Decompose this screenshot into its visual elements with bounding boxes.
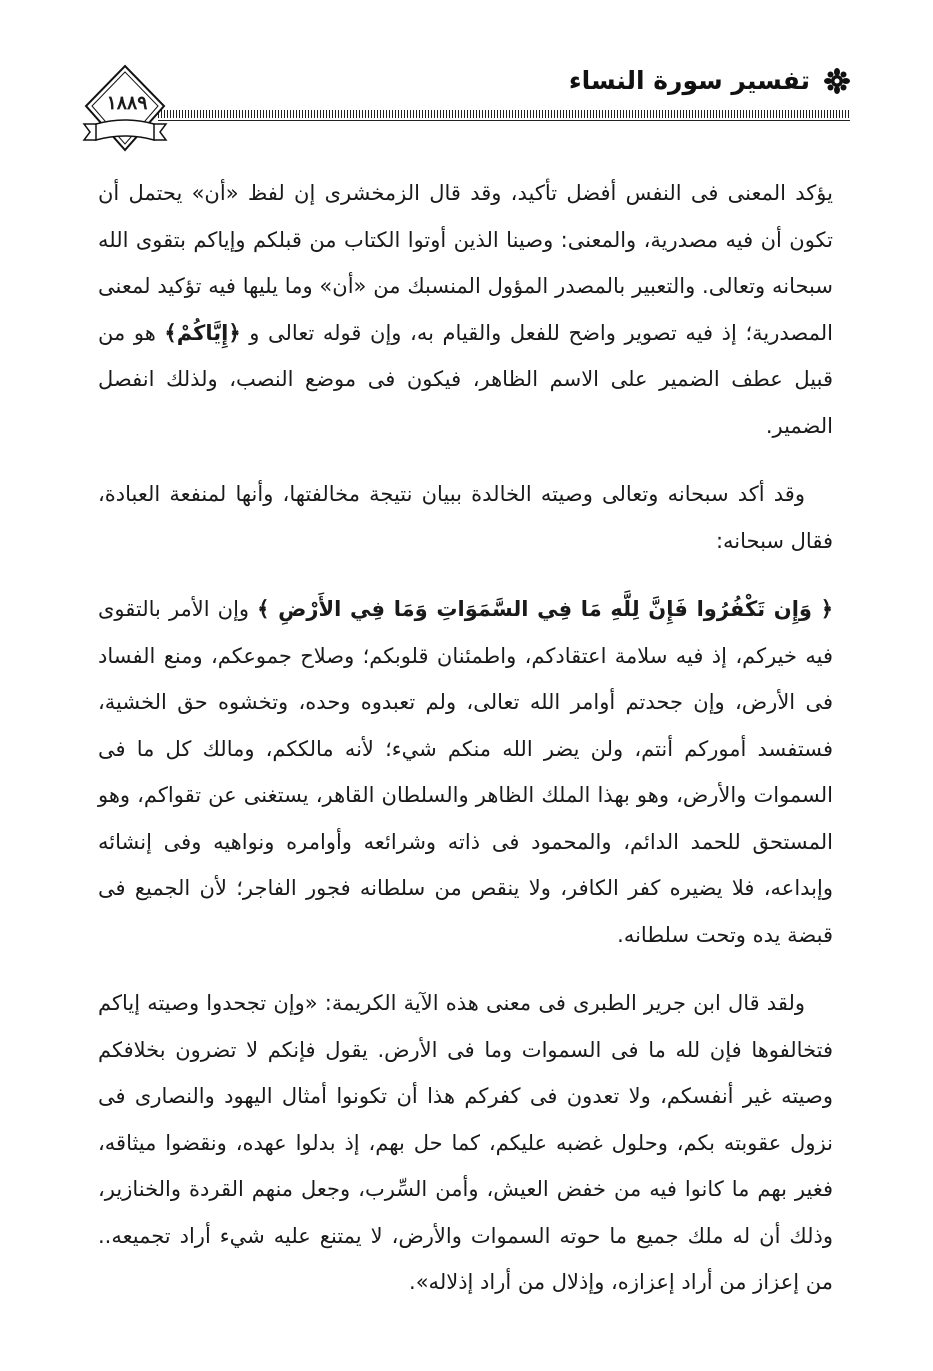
text-run: ولقد قال ابن جرير الطبرى فى معنى هذه الآية الكريمة: «وإن تجحدوا وصيته إياكم فتخالفوها فإن لله ما فى السموات وما فى الأرض. يقول فإنكم لا تضرون بخلافكم وصيته غير أنفسكم، ولا تعدون فى كفركم هذا أن تكونوا أمثال اليهود والنصارى فى نزول عقوبته بكم، وحلول غضبه عليكم، كما حل بهم، إذ بدلوا عهده، ونقضوا ميثاقه، فغير بهم ما كانوا فيه من خفض العيش، وأمن السِّرب، وجعل منهم القردة والخنازير، وذلك أن له ملك جميع ما حوته السموات والأرض، لا يمتنع عليه شيء أراد تجميعه.. من إعزاز من أراد إعزازه، وإذلال من أراد إذلاله». (98, 991, 833, 1294)
running-head (569, 66, 850, 95)
header-rule-line (158, 120, 850, 121)
page-title: تفسير سورة النساء (568, 66, 810, 95)
body-text (98, 170, 833, 1306)
quran-verse: ﴿ وَإِن تَكْفُرُوا فَإِنَّ لِلَّهِ مَا فِي السَّمَوَاتِ وَمَا فِي الأَرْضِ ﴾ (257, 597, 833, 621)
quran-verse: ﴿إِيَّاكُمْ﴾ (164, 320, 241, 345)
page-header (80, 58, 850, 158)
paragraph (98, 586, 833, 958)
paragraph (98, 471, 833, 564)
paragraph (98, 980, 833, 1306)
paragraph (98, 170, 833, 449)
text-run: هو من قبيل عطف الضمير على الاسم الظاهر، فيكون فى موضع النصب، ولذلك انفصل الضمير. (98, 320, 833, 438)
text-run: وإن الأمر بالتقوى فيه خيركم، إذ فيه سلامة اعتقادكم، واطمئنان قلوبكم؛ وصلاح جموعكم، ومنع الفساد فى الأرض، وإن جحدتم أوامر الله تعالى، ولم تعبدوه وحده، وتخشوه حق الخشية، فستفسد أموركم أنتم، ولن يضر الله منكم شيء؛ لأنه مالككم، ومالك كل ما فى السموات والأرض، وهو بهذا الملك الظاهر والسلطان القاهر، يستغنى عن تقواكم، وهو المستحق للحمد الدائم، والمحمود فى ذاته وشرائعه وأوامره ونواهيه وفى إنشائه وإبداعه، فلا يضيره كفر الكافر، ولا ينقص من سلطانه فجور الفاجر؛ لأن الجميع فى قبضة يده وتحت سلطانه. (98, 597, 833, 947)
text-run: يؤكد المعنى فى النفس أفضل تأكيد، وقد قال الزمخشرى إن لفظ «أن» يحتمل أن تكون أن فيه مصدرية، والمعنى: وصينا الذين أوتوا الكتاب من قبلكم وإياكم بتقوى الله سبحانه وتعالى. والتعبير بالمصدر المؤول المنسبك من «أن» وما يليها فيه تؤكيد لمعنى المصدرية؛ إذ فيه تصوير واضح للفعل والقيام به، وإن قوله تعالى و (98, 181, 833, 345)
header-hatched-rule (158, 110, 850, 118)
flower-ornament-icon (824, 68, 850, 94)
page-number: ١٨٨٩ (106, 92, 148, 114)
text-run: وقد أكد سبحانه وتعالى وصيته الخالدة ببيان نتيجة مخالفتها، وأنها لمنفعة العبادة، فقال سبحانه: (98, 482, 833, 553)
page-number-badge (82, 62, 168, 158)
